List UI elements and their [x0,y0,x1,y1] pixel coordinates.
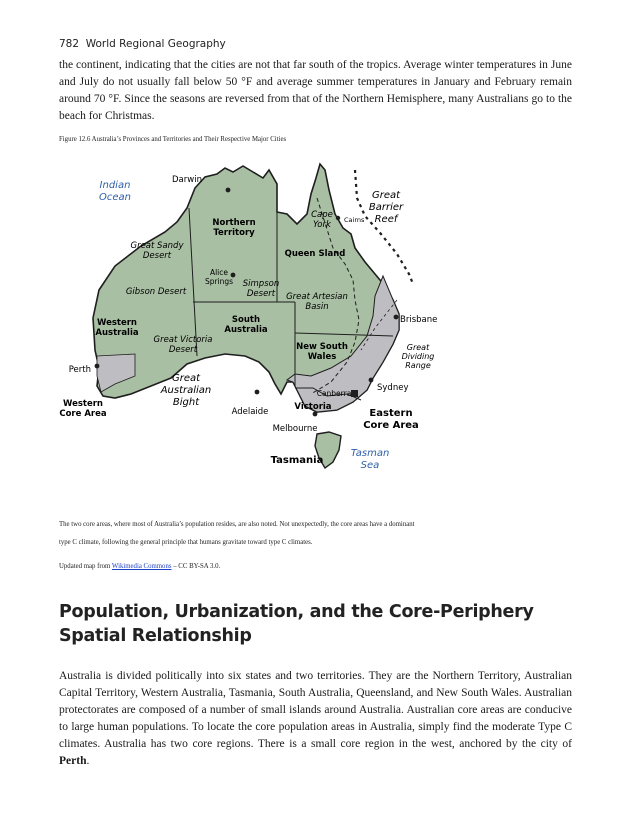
main-paragraph [59,668,572,770]
feature-label-gibson: Gibson Desert [125,287,187,297]
page-header [59,38,226,50]
state-label-nsw-2: Wales [307,352,337,362]
feature-label-sandy-2: Desert [142,251,172,261]
state-label-vic: Victoria [294,402,332,412]
sydney-dot [369,378,374,383]
book-title: World Regional Geography [85,38,226,50]
city-label-sydney: Sydney [377,383,409,393]
main-paragraph-end: . [86,755,90,767]
ocean-label-ocean: Ocean [99,192,131,203]
core-label-eastern-1: Eastern [369,408,413,419]
figure-caption: Figure 12.6 Australia’s Provinces and Territories and Their Respective Major Cities [59,136,287,143]
australia-map-svg [55,150,455,480]
feature-label-victoria-desert-2: Desert [168,345,198,355]
page-number: 782 [59,38,80,50]
feature-label-range-1: Great [406,343,430,352]
source-suffix: – CC BY-SA 3.0. [171,563,221,570]
feature-label-sandy-1: Great Sandy [130,241,184,251]
state-label-wa-1: Western [97,318,137,328]
state-label-sa-1: South [231,315,261,325]
state-label-qld: Queen Sland [284,249,346,259]
state-label-nt-1: Northern [212,218,256,228]
feature-label-range-2: Dividing [401,352,435,361]
city-label-canberra: Canberra [316,389,352,398]
feature-label-reef-1: Great [371,190,401,201]
feature-label-bight-2: Australian [160,385,212,396]
feature-label-simpson-2: Desert [246,289,276,299]
figure-source [59,563,220,570]
city-label-adelaide: Adelaide [231,407,269,417]
cairns-dot [336,216,340,220]
section-heading: Population, Urbanization, and the Core-Periphery Spatial Relationship [59,602,534,646]
feature-label-victoria-desert-1: Great Victoria [153,335,213,345]
ocean-label-tasman: Tasman [350,448,390,459]
state-label-tas: Tasmania [270,455,324,466]
source-prefix: Updated map from [59,563,112,570]
canberra-marker [351,390,358,397]
state-label-nsw-1: New South [296,342,348,352]
ocean-label-indian: Indian [99,180,131,191]
feature-label-simpson-1: Simpson [242,279,280,289]
adelaide-dot [255,390,260,395]
city-label-brisbane: Brisbane [400,315,438,325]
core-label-eastern-2: Core Area [363,420,419,431]
wikimedia-commons-link[interactable]: Wikimedia Commons [111,563,172,570]
city-label-cairns: Cairns [344,216,365,224]
figure-note-line-2: type C climate, following the general principle that humans gravitate toward type C climates. [59,539,313,546]
feature-label-reef-3: Reef [374,214,398,225]
feature-label-artesian-1: Great Artesian [286,292,348,302]
city-label-alice-1: Alice [209,268,229,277]
state-label-wa-2: Australia [95,328,139,338]
city-label-perth: Perth [68,365,91,375]
city-label-alice-2: Springs [204,277,234,286]
feature-label-artesian-2: Basin [305,302,329,312]
city-label-melbourne: Melbourne [272,424,318,434]
brisbane-dot [394,315,399,320]
city-label-darwin: Darwin [172,175,202,185]
perth-bold: Perth [59,755,87,767]
feature-label-york: York [313,220,331,230]
ocean-label-sea: Sea [360,460,380,471]
figure-note-line-1: The two core areas, where most of Australia’s population resides, are also noted. Not unexpectedly, the core areas have a dominant [59,521,415,528]
main-paragraph-text: Australia is divided politically into six states and two territories. They are the Northern Territory, Australian Capital Territory, Western Australia, Tasmania, South Australia, Queensland, and New South Wales. Australian protectorates are composed of a number of small islands around Australia. Australian core areas are conducive to large human populations. To locate the core population areas in Australia, simply find the moderate Type C climates. Australia has two core regions. There is a small core region in the west, anchored by the city of [59,670,572,750]
state-label-sa-2: Australia [224,325,268,335]
intro-paragraph: the continent, indicating that the cities are not that far south of the tropics. Average winter temperatures in June and July do not usually fall below 50 °F and average summer temperatures in January and February remain around 70 °F. Since the seasons are reversed from that of the Northern Hemisphere, many Australians go to the beach for Christmas. [59,59,572,122]
melbourne-dot [313,412,318,417]
feature-label-bight-3: Bight [172,397,200,408]
perth-dot [95,364,100,369]
state-label-nt-2: Territory [213,228,255,238]
core-label-western-1: Western [63,399,103,409]
australia-map [55,150,455,480]
core-label-western-2: Core Area [59,409,107,419]
feature-label-reef-2: Barrier [368,202,404,213]
darwin-dot [226,188,231,193]
feature-label-cape: Cape [311,210,333,220]
feature-label-range-3: Range [405,361,431,370]
feature-label-bight-1: Great [171,373,201,384]
